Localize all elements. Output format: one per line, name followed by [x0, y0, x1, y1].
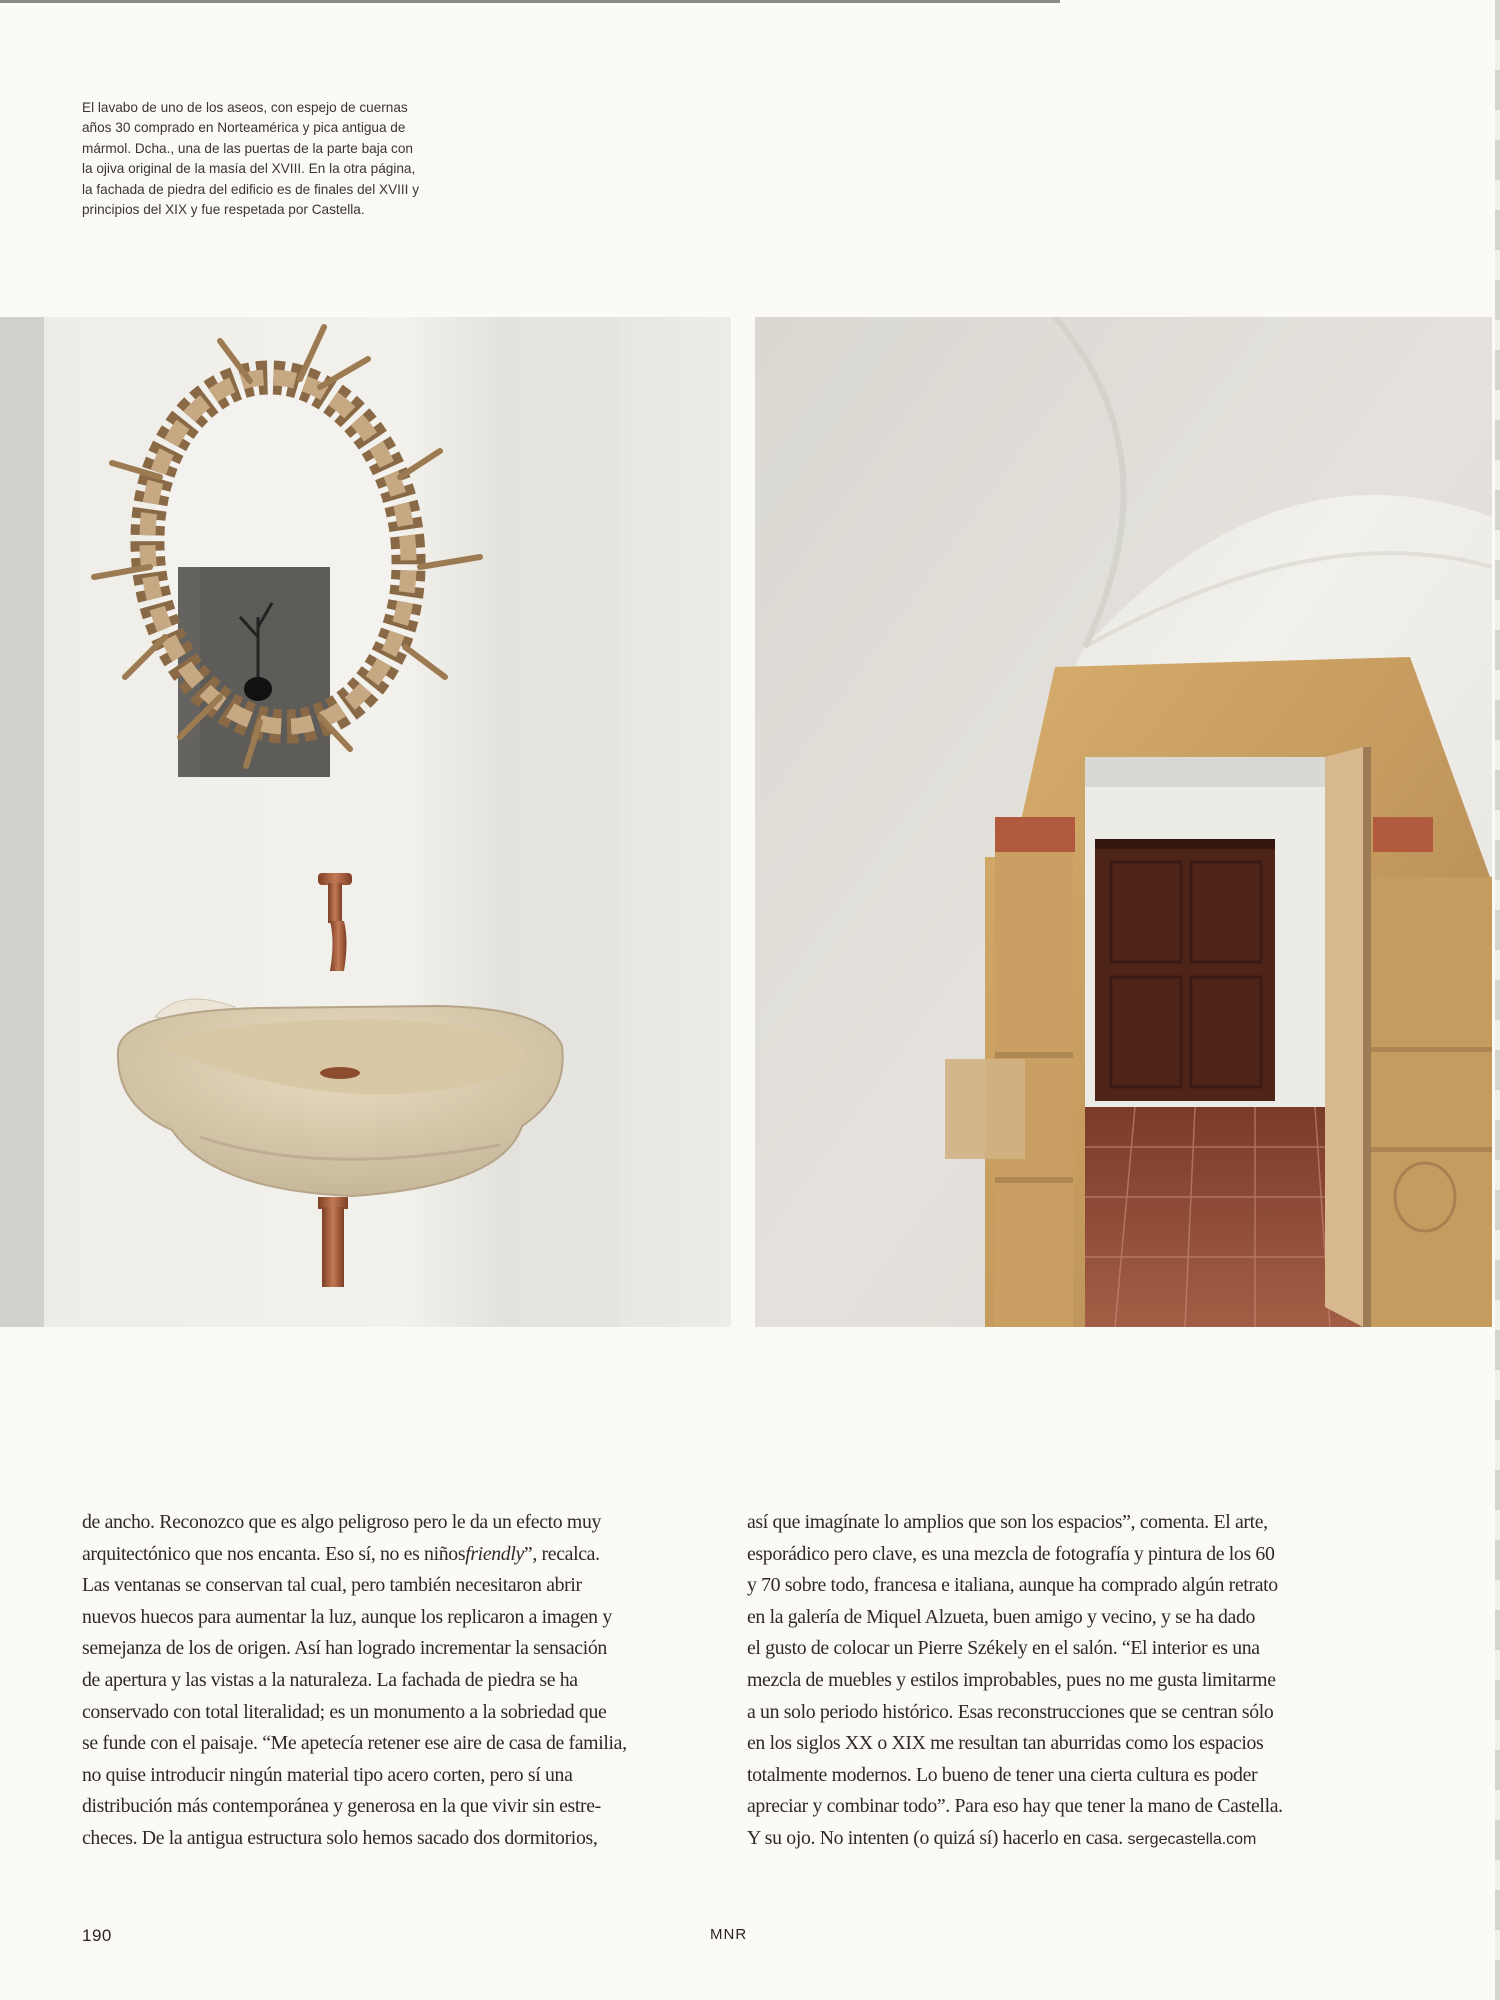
- magazine-name: MNR: [710, 1926, 748, 1943]
- article-line: nuevos huecos para aumentar la luz, aunque los replicaron a imagen y: [82, 1605, 612, 1628]
- caption-line: mármol. Dcha., una de las puertas de la parte baja con: [82, 140, 413, 156]
- article-line: apreciar y combinar todo”. Para eso hay que tener la mano de Castella.: [747, 1795, 1283, 1818]
- article-line: totalmente modernos. Lo bueno de tener una cierta cultura es poder: [747, 1763, 1258, 1786]
- bathroom-sink-illustration: [0, 317, 731, 1327]
- article-line-tail: ”, recalca.: [523, 1542, 600, 1565]
- caption-line: principios del XIX y fue respetada por Castella.: [82, 201, 365, 217]
- photo-stone-doorway: [755, 317, 1492, 1327]
- page-number: 190: [82, 1926, 112, 1945]
- article-line: el gusto de colocar un Pierre Székely en el salón. “El interior es una: [747, 1637, 1260, 1660]
- photo-bathroom-sink: [0, 317, 731, 1327]
- caption-line: El lavabo de uno de los aseos, con espejo de cuernas: [82, 100, 408, 115]
- article-line: se funde con el paisaje. “Me apetecía retener ese aire de casa de familia,: [82, 1732, 627, 1755]
- article-line: Y su ojo. No intenten (o quizá sí) hacerlo en casa.: [747, 1826, 1123, 1849]
- article-line: arquitectónico que nos encanta. Eso sí, no es niños: [82, 1542, 466, 1565]
- website-url[interactable]: sergecastella.com: [1127, 1830, 1257, 1848]
- article-line: esporádico pero clave, es una mezcla de fotografía y pintura de los 60: [747, 1542, 1275, 1565]
- caption-line: la fachada de piedra del edificio es de finales del XVIII y: [82, 181, 420, 197]
- article-line: mezcla de muebles y estilos improbables, pues no me gusta limitarme: [747, 1668, 1276, 1691]
- article-line: en la galería de Miquel Alzueta, buen amigo y vecino, y se ha dado: [747, 1605, 1256, 1628]
- caption-line: la ojiva original de la masía del XVIII. En la otra página,: [82, 161, 416, 177]
- article-line: conservado con total literalidad; es un monumento a la sobriedad que: [82, 1700, 607, 1723]
- article-line: y 70 sobre todo, francesa e italiana, aunque ha comprado algún retrato: [747, 1574, 1278, 1597]
- article-line: en los siglos XX o XIX me resultan tan aburridas como los espacios: [747, 1732, 1264, 1755]
- top-rule: [0, 0, 1060, 3]
- article-line: no quise introducir ningún material tipo acero corten, pero sí una: [82, 1763, 573, 1786]
- article-line: así que imagínate lo amplios que son los espacios”, comenta. El arte,: [747, 1511, 1268, 1533]
- article-line: Las ventanas se conservan tal cual, pero también necesitaron abrir: [82, 1574, 582, 1597]
- caption-line: años 30 comprado en Norteamérica y pica antigua de: [82, 120, 406, 136]
- article-line: semejanza de los de origen. Así han logrado incrementar la sensación: [82, 1637, 607, 1660]
- article-column-right: [747, 1507, 1357, 1856]
- page-edge: [1495, 0, 1500, 2000]
- article-line: de apertura y las vistas a la naturaleza. La fachada de piedra se ha: [82, 1668, 578, 1691]
- article-line: a un solo periodo histórico. Esas reconstrucciones que se centran sólo: [747, 1700, 1274, 1723]
- photo-caption: [82, 98, 502, 220]
- article-line: distribución más contemporánea y generosa en la que vivir sin estre-: [82, 1795, 601, 1818]
- article-line: checes. De la antigua estructura solo hemos sacado dos dormitorios,: [82, 1826, 598, 1849]
- article-line: de ancho. Reconozco que es algo peligroso pero le da un efecto muy: [82, 1511, 602, 1533]
- article-column-left: [82, 1507, 702, 1855]
- stone-doorway-illustration: [755, 317, 1492, 1327]
- italic-word: friendly: [465, 1542, 524, 1565]
